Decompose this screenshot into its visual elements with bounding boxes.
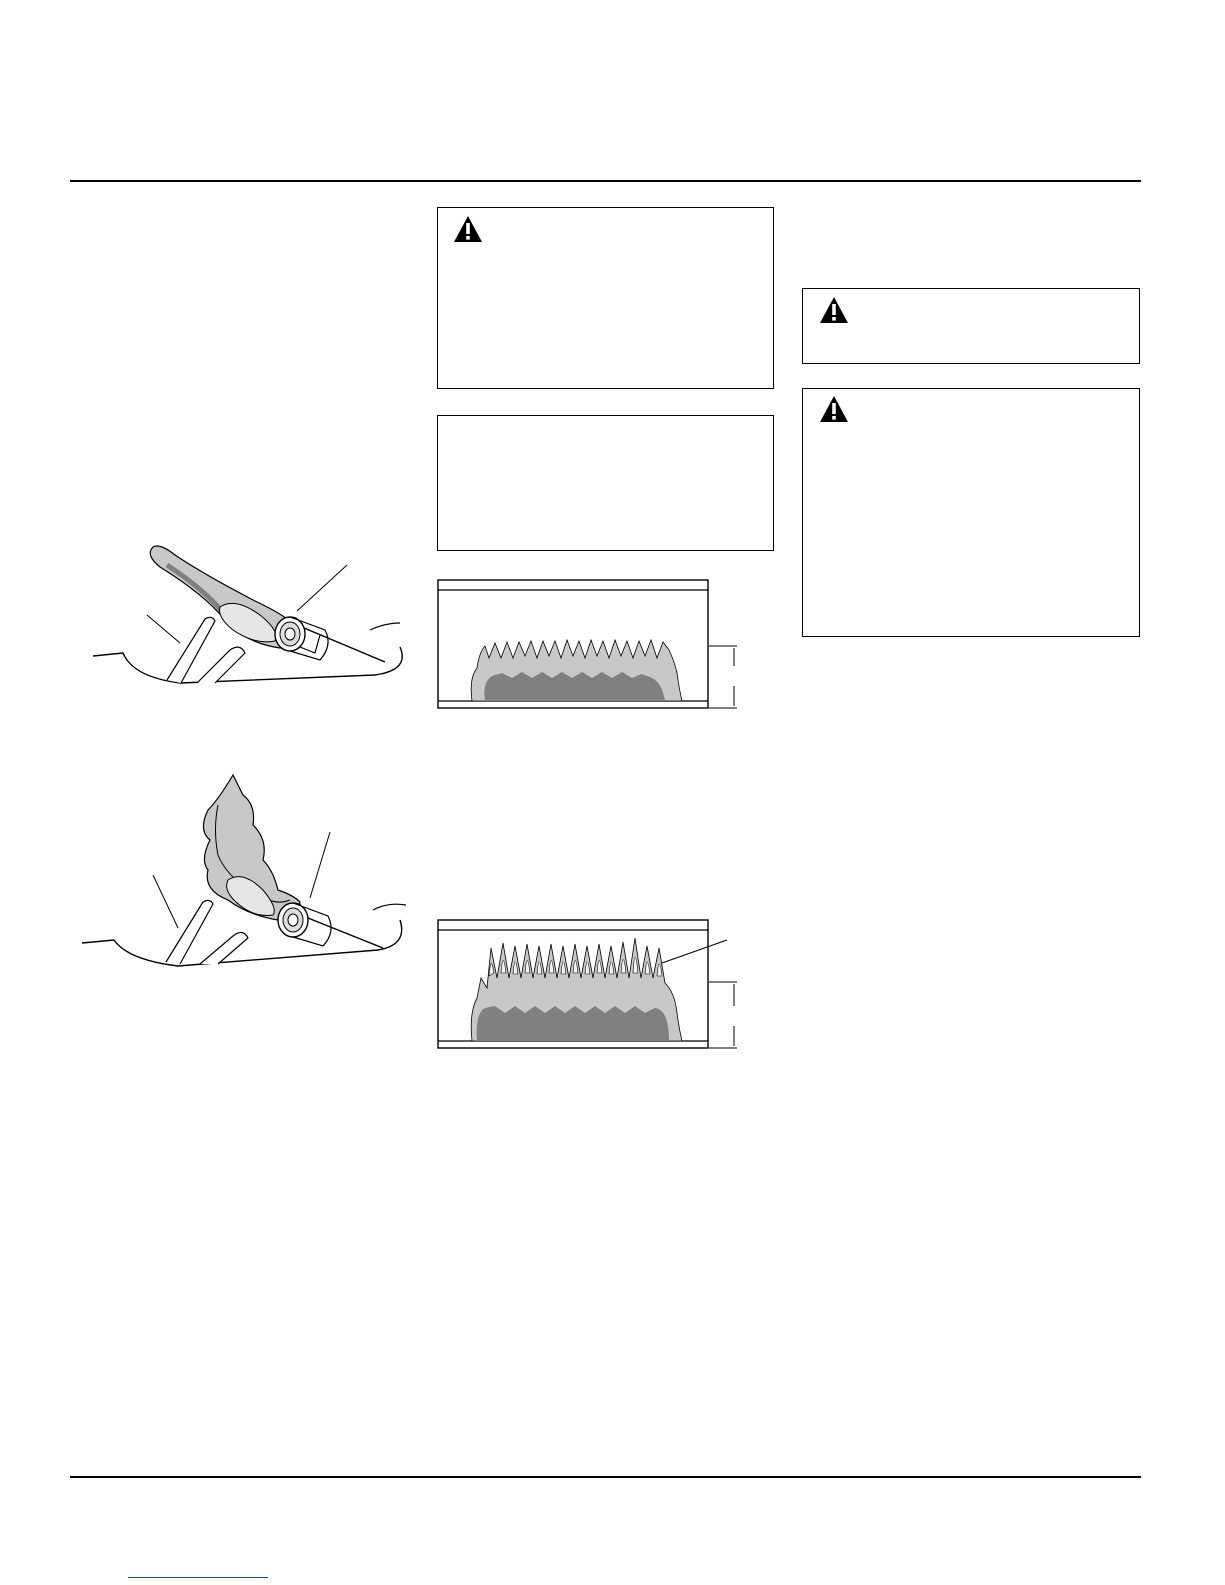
pilot-flame-incorrect-figure [78,770,413,970]
warning-triangle-icon [819,296,849,324]
burner-flame-incorrect-figure [437,918,742,1053]
warning-box-1 [437,207,774,389]
notice-box [437,415,774,551]
burner-flame-correct-figure [437,578,742,713]
warning-box-2 [802,288,1140,364]
pilot-flame-correct-figure [85,535,410,695]
header-rule [70,180,1141,182]
warning-triangle-icon [819,395,849,423]
warning-box-3 [802,388,1140,637]
warning-triangle-icon [453,215,483,243]
footer-rule [70,1476,1141,1478]
footer-link[interactable] [128,1577,268,1578]
